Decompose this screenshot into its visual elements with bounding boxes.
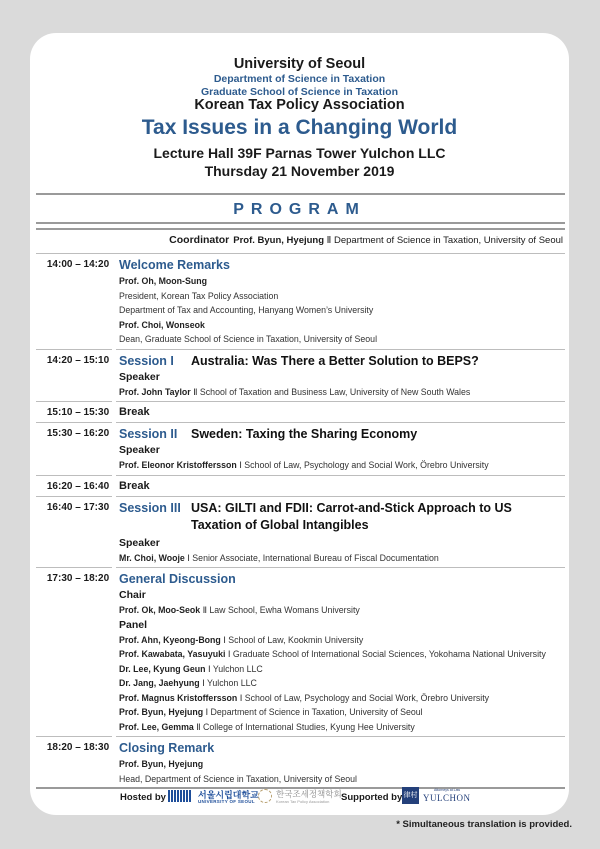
- ktpa-logo-text: 한국조세정책학회: [276, 789, 342, 799]
- role-label: Speaker: [119, 370, 160, 383]
- person-name: Prof. Eleonor Kristoffersson: [119, 460, 237, 470]
- break-label: Break: [119, 479, 150, 492]
- schedule-table: [30, 254, 569, 789]
- time-slot: 16:40 – 17:30: [46, 501, 110, 513]
- yulchon-emblem-icon: 律村: [402, 787, 419, 804]
- person-affiliation: Ⅰ Yulchon LLC: [199, 678, 257, 688]
- sponsors-footer: [30, 787, 569, 809]
- translation-note: * Simultaneous translation is provided.: [396, 819, 572, 830]
- person-affiliation: Head, Department of Science in Taxation, University of Seoul: [119, 773, 357, 784]
- time-slot: 18:20 – 18:30: [46, 742, 110, 753]
- graduate-school-name: Graduate School of Science in Taxation: [200, 86, 398, 98]
- person-name: Prof. Lee, Gemma: [119, 721, 194, 732]
- coordinator-line: [169, 234, 563, 246]
- university-of-seoul-logo-text: 서울시립대학교: [198, 790, 259, 800]
- schedule-row-session-3: [30, 497, 569, 569]
- chair-label: Chair: [119, 589, 146, 601]
- person-name: Prof. John Taylor: [119, 386, 191, 397]
- person-name: Prof. Choi, Wonseok: [119, 319, 205, 330]
- session-label: Session II: [119, 427, 178, 441]
- ktpa-logo-subtext: Korean Tax Policy Association: [276, 799, 330, 804]
- person-affiliation: Ⅰ Yulchon LLC: [205, 663, 263, 674]
- segment-title: Welcome Remarks: [119, 258, 230, 272]
- schedule-row-break: [30, 476, 569, 497]
- event-venue: Lecture Hall 39F Parnas Tower Yulchon LLC: [153, 145, 446, 161]
- ktpa-emblem-icon: [258, 789, 272, 803]
- role-label: Speaker: [119, 444, 160, 456]
- time-slot: 14:00 – 14:20: [46, 259, 110, 270]
- schedule-row-closing: [30, 737, 569, 789]
- session-topic: Sweden: Taxing the Sharing Economy: [191, 427, 418, 441]
- person-affiliation: Ⅱ Law School, Ewha Womans University: [200, 605, 360, 615]
- person-name: Prof. Kawabata, Yasuyuki: [119, 649, 226, 659]
- coordinator-affiliation: Ⅱ Department of Science in Taxation, University of Seoul: [324, 235, 563, 246]
- break-label: Break: [119, 406, 150, 418]
- person-affiliation: Ⅰ School of Law, Kookmin University: [220, 634, 364, 645]
- session-label: Session I: [119, 353, 174, 368]
- coordinator-name: Prof. Byun, Hyejung: [233, 235, 325, 246]
- person-affiliation: Ⅰ School of Law, Psychology and Social Work, Örebro University: [236, 460, 489, 470]
- schedule-row-general-discussion: [30, 568, 569, 737]
- schedule-row-session-1: [30, 350, 569, 403]
- person-name: Prof. Oh, Moon-Sung: [119, 276, 207, 286]
- person-affiliation: Ⅰ Department of Science in Taxation, University of Seoul: [203, 707, 423, 717]
- role-label: Speaker: [119, 536, 160, 549]
- person-affiliation: Ⅱ College of International Studies, Kyung Hee University: [193, 721, 415, 732]
- person-name: Prof. Magnus Kristoffersson: [119, 692, 238, 703]
- university-of-seoul-logo-icon: [168, 790, 192, 802]
- department-name: Department of Science in Taxation: [213, 73, 386, 85]
- schedule-row-welcome: [30, 254, 569, 350]
- session-topic: Australia: Was There a Better Solution to BEPS?: [191, 353, 479, 368]
- person-affiliation: Dean, Graduate School of Science in Taxation, University of Seoul: [119, 334, 378, 344]
- person-name: Prof. Byun, Hyejung: [119, 707, 204, 717]
- person-name: Dr. Jang, Jaehyung: [119, 678, 200, 688]
- yulchon-logo-text: YULCHON: [423, 793, 471, 803]
- person-affiliation: Ⅰ Senior Associate, International Bureau of Fiscal Documentation: [184, 552, 439, 563]
- session-topic-line-1: USA: GILTI and FDII: Carrot-and-Stick Approach to US: [191, 500, 512, 515]
- time-slot: 15:30 – 16:20: [46, 428, 110, 439]
- yulchon-tagline: Attorneys at Law: [434, 788, 461, 792]
- time-slot: 15:10 – 15:30: [46, 407, 110, 418]
- person-affiliation: Ⅰ Graduate School of International Social Sciences, Yokohama National University: [225, 649, 546, 659]
- time-slot: 14:20 – 15:10: [46, 354, 110, 366]
- university-of-seoul-logo-subtext: UNIVERSITY OF SEOUL: [198, 799, 255, 804]
- coordinator-label: Coordinator: [169, 234, 230, 246]
- person-name: Prof. Byun, Hyejung: [119, 759, 204, 769]
- segment-title: General Discussion: [119, 572, 236, 586]
- person-name: Mr. Choi, Wooje: [119, 552, 185, 563]
- program-card: [30, 33, 569, 815]
- event-title: Tax Issues in a Changing World: [141, 116, 458, 139]
- time-slot: 16:20 – 16:40: [46, 480, 110, 492]
- schedule-row-session-2: [30, 423, 569, 476]
- divider: [36, 228, 565, 230]
- segment-title: Closing Remark: [119, 741, 215, 755]
- university-name: University of Seoul: [233, 56, 366, 72]
- hosted-by-label: Hosted by: [120, 792, 166, 803]
- association-name: Korean Tax Policy Association: [194, 97, 405, 113]
- program-heading: PROGRAM: [233, 201, 366, 218]
- event-date: Thursday 21 November 2019: [204, 163, 395, 179]
- person-affiliation: Department of Tax and Accounting, Hanyang Women’s University: [119, 305, 374, 315]
- session-label: Session III: [119, 500, 181, 515]
- person-affiliation: Ⅰ School of Law, Psychology and Social Work, Örebro University: [237, 692, 490, 703]
- person-name: Prof. Ahn, Kyeong-Bong: [119, 634, 221, 645]
- time-slot: 17:30 – 18:20: [46, 573, 110, 584]
- supported-by-label: Supported by: [341, 792, 403, 803]
- person-name: Dr. Lee, Kyung Geun: [119, 663, 206, 674]
- person-name: Prof. Ok, Moo-Seok: [119, 605, 201, 615]
- schedule-row-break: [30, 402, 569, 423]
- session-topic-line-2: Taxation of Global Intangibles: [191, 517, 369, 532]
- person-affiliation: President, Korean Tax Policy Association: [119, 290, 279, 301]
- divider: [36, 222, 565, 224]
- person-affiliation: Ⅱ School of Taxation and Business Law, University of New South Wales: [190, 386, 471, 397]
- divider: [36, 193, 565, 195]
- panel-label: Panel: [119, 618, 148, 631]
